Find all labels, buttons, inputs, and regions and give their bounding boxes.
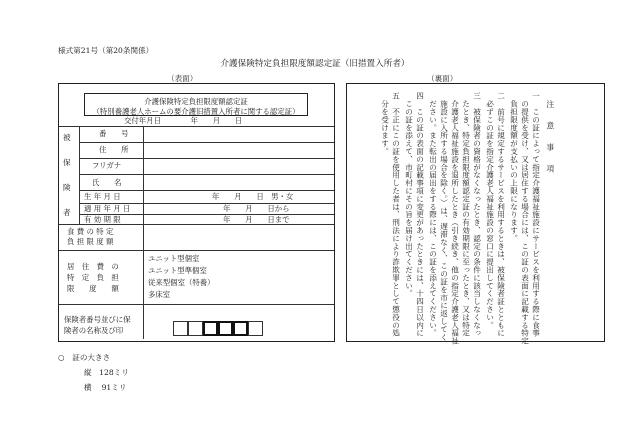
- card-size-width: 横 91ミリ: [84, 383, 127, 392]
- note-line: 分を受けます。: [380, 92, 390, 156]
- living-limit-label-2: 特 定 負 担: [67, 273, 119, 282]
- digit-box: [188, 321, 203, 336]
- note-line: 四 この証の表面の記載事項に変更があったときには、十四日以内に: [415, 92, 425, 337]
- note-line: この証を添えて、市町村にその旨を届け出てください。: [404, 92, 414, 298]
- note-line: 施設に入所する場合を除く。）は、遅滞なく、この証を市に返してく: [439, 92, 449, 341]
- address-label: 住 所: [99, 145, 129, 154]
- birth-date-value: 年 月 日 男・女: [212, 192, 294, 201]
- note-line: の提供を受け、又は居住する場合には、この証の表面に記載する特定: [520, 92, 530, 345]
- insured-label-4: 者: [63, 208, 71, 217]
- note-line: ださい。また転出の届出をする際には、この証を添えてください。: [428, 92, 438, 337]
- card-size-height: 縦 128ミリ: [84, 368, 129, 377]
- meal-limit-label-1: 食 費 の 特 定: [67, 227, 114, 236]
- expiry-value: 年 月 日まで: [223, 215, 290, 224]
- note-line: 介護老人福祉施設を退所したとき（引き続き、他の指定介護老人福祉: [450, 92, 460, 345]
- insurer-label-2: 険者の名称及び印: [64, 326, 124, 335]
- note-line: 二 前号に規定するサービスを利用するときは、被保険者証とともに: [496, 92, 506, 337]
- note-line: たとき、特定負担限度額認定証の有効期限に至ったとき、又は特定: [461, 92, 471, 337]
- front-card: [58, 83, 335, 342]
- note-line: 三 被保険者の資格がなくなったとき、認定の条件に該当しなくなっ: [472, 92, 482, 337]
- insured-label-2: 保: [63, 158, 71, 167]
- form-number: 様式第21号（第20条関係）: [58, 46, 154, 55]
- digit-box: [173, 321, 188, 336]
- expiry-label: 有 効 期 限: [84, 215, 121, 224]
- digit-box: [203, 321, 218, 336]
- notes-heading: 注 意 事 項: [545, 100, 555, 176]
- certificate-heading: 介護保険特定負担限度額認定証: [144, 97, 248, 106]
- insurer-number-boxes: [173, 321, 263, 336]
- furigana-label: フリガナ: [92, 161, 122, 170]
- living-limit-label-3: 限 度 額: [67, 284, 119, 293]
- back-side-label: （裏面）: [427, 74, 458, 83]
- meal-limit-label-2: 負 担 限 度 額: [67, 237, 114, 246]
- issue-date: 交付年月日 年 月 日: [124, 116, 243, 125]
- certificate-subheading: （特別養護老人ホームの要介護旧措置入所者に関する認定証）: [92, 107, 300, 116]
- note-line: 五 不正にこの証を使用した者は、刑法により詐欺罪として懲役の処: [391, 92, 401, 337]
- certificate-heading-box: [84, 93, 308, 116]
- digit-box: [233, 321, 248, 336]
- insurer-label-1: 保険者番号並びに保: [64, 315, 131, 324]
- start-date-value: 年 月 日から: [223, 204, 290, 213]
- insured-label-1: 被: [63, 133, 71, 142]
- room-type-unit-private: ユニット型個室: [148, 254, 200, 263]
- name-label: 氏 名: [92, 178, 122, 187]
- note-line: 負担限度額が支払いの上限になります。: [509, 92, 519, 243]
- room-type-multi-bed: 多床室: [148, 290, 171, 299]
- living-limit-label-1: 居 住 費 の: [67, 262, 119, 271]
- number-label: 番 号: [99, 129, 129, 138]
- room-type-conventional-private: 従来型個室（特養）: [148, 278, 215, 287]
- document-title: 介護保険特定負担限度額認定証（旧措置入所者）: [220, 59, 410, 69]
- back-card: [346, 83, 605, 345]
- digit-box: [248, 321, 263, 336]
- note-line: 必ずこの証を指定介護老人福祉施設の窓口に提出してください。: [485, 92, 495, 329]
- digit-box: [218, 321, 233, 336]
- card-size-heading: ○ 証の大きさ: [58, 353, 111, 362]
- note-line: 一 この証によって指定介護福祉施設にサービスを利用する際に食事: [531, 92, 541, 337]
- birth-date-label: 生 年 月 日: [84, 192, 121, 201]
- front-side-label: （表面）: [167, 74, 198, 83]
- room-type-unit-semi-private: ユニット型準個室: [148, 266, 207, 275]
- start-date-label: 適 用 年 月 日: [84, 204, 131, 213]
- insured-label-3: 険: [63, 183, 71, 192]
